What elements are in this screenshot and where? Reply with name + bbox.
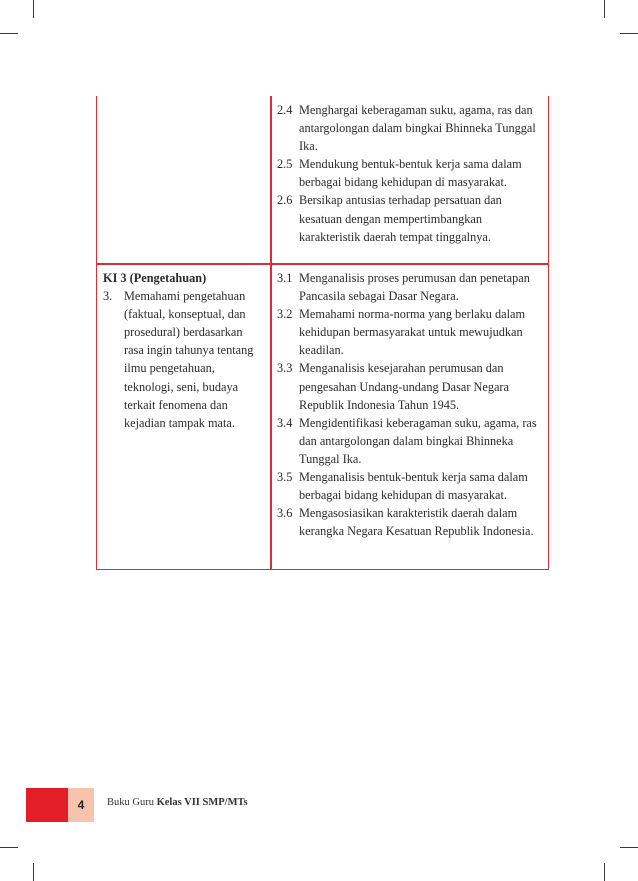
list-item: 2.4 Menghargai keberagaman suku, agama, ras dan antargolongan dalam bingkai Bhinneka Tunggal Ika. bbox=[277, 103, 536, 154]
crop-mark bbox=[33, 863, 34, 881]
crop-mark bbox=[604, 0, 605, 18]
list-item: 3.2 Memahami norma-norma yang berlaku dalam kehidupan bermasyarakat untuk mewujudkan keadilan. bbox=[277, 307, 526, 358]
footer-accent-bar bbox=[26, 788, 68, 822]
list-item: 3.1 Menganalisis proses perumusan dan penetapan Pancasila sebagai Dasar Negara. bbox=[277, 271, 530, 304]
list-item: 3.3 Menganalisis kesejarahan perumusan dan pengesahan Undang-undang Dasar Negara Republik Indonesia Tahun 1945. bbox=[277, 361, 509, 412]
list-item: 2.6 Bersikap antusias terhadap persatuan dan kesatuan dengan mempertimbangkan karakteristik daerah tempat tinggalnya. bbox=[277, 193, 502, 244]
page-number: 4 bbox=[68, 788, 94, 822]
list-item: 3.4 Mengidentifikasi keberagaman suku, agama, ras dan antargolongan dalam bingkai Bhinneka Tunggal Ika. bbox=[277, 415, 537, 466]
ki2-competency-list bbox=[277, 101, 545, 246]
table-row-divider bbox=[96, 263, 549, 265]
crop-mark bbox=[0, 33, 18, 34]
crop-mark bbox=[0, 847, 18, 848]
crop-mark bbox=[33, 0, 34, 18]
footer-book-title: Buku Guru Kelas VII SMP/MTs bbox=[107, 797, 248, 808]
ki3-competency-list bbox=[277, 269, 545, 540]
ki3-description: 3. Memahami pengetahuan (faktual, konseptual, dan prosedural) berdasarkan rasa ingin tahunya tentang ilmu pengetahuan, teknologi, seni, budaya terkait fenomena dan kejadian tampak mata. bbox=[103, 289, 254, 430]
list-item: 3.5 Menganalisis bentuk-bentuk kerja sama dalam berbagai bidang kehidupan di masyarakat. bbox=[277, 470, 528, 503]
ki3-title: KI 3 (Pengetahuan) bbox=[103, 271, 207, 285]
crop-mark bbox=[620, 33, 638, 34]
ki3-cell bbox=[103, 269, 265, 432]
crop-mark bbox=[604, 863, 605, 881]
crop-mark bbox=[620, 847, 638, 848]
table-column-divider bbox=[270, 96, 272, 570]
list-item: 2.5 Mendukung bentuk-bentuk kerja sama dalam berbagai bidang kehidupan di masyarakat. bbox=[277, 157, 522, 190]
list-item: 3.6 Mengasosiasikan karakteristik daerah dalam kerangka Negara Kesatuan Republik Indonesia. bbox=[277, 506, 534, 539]
